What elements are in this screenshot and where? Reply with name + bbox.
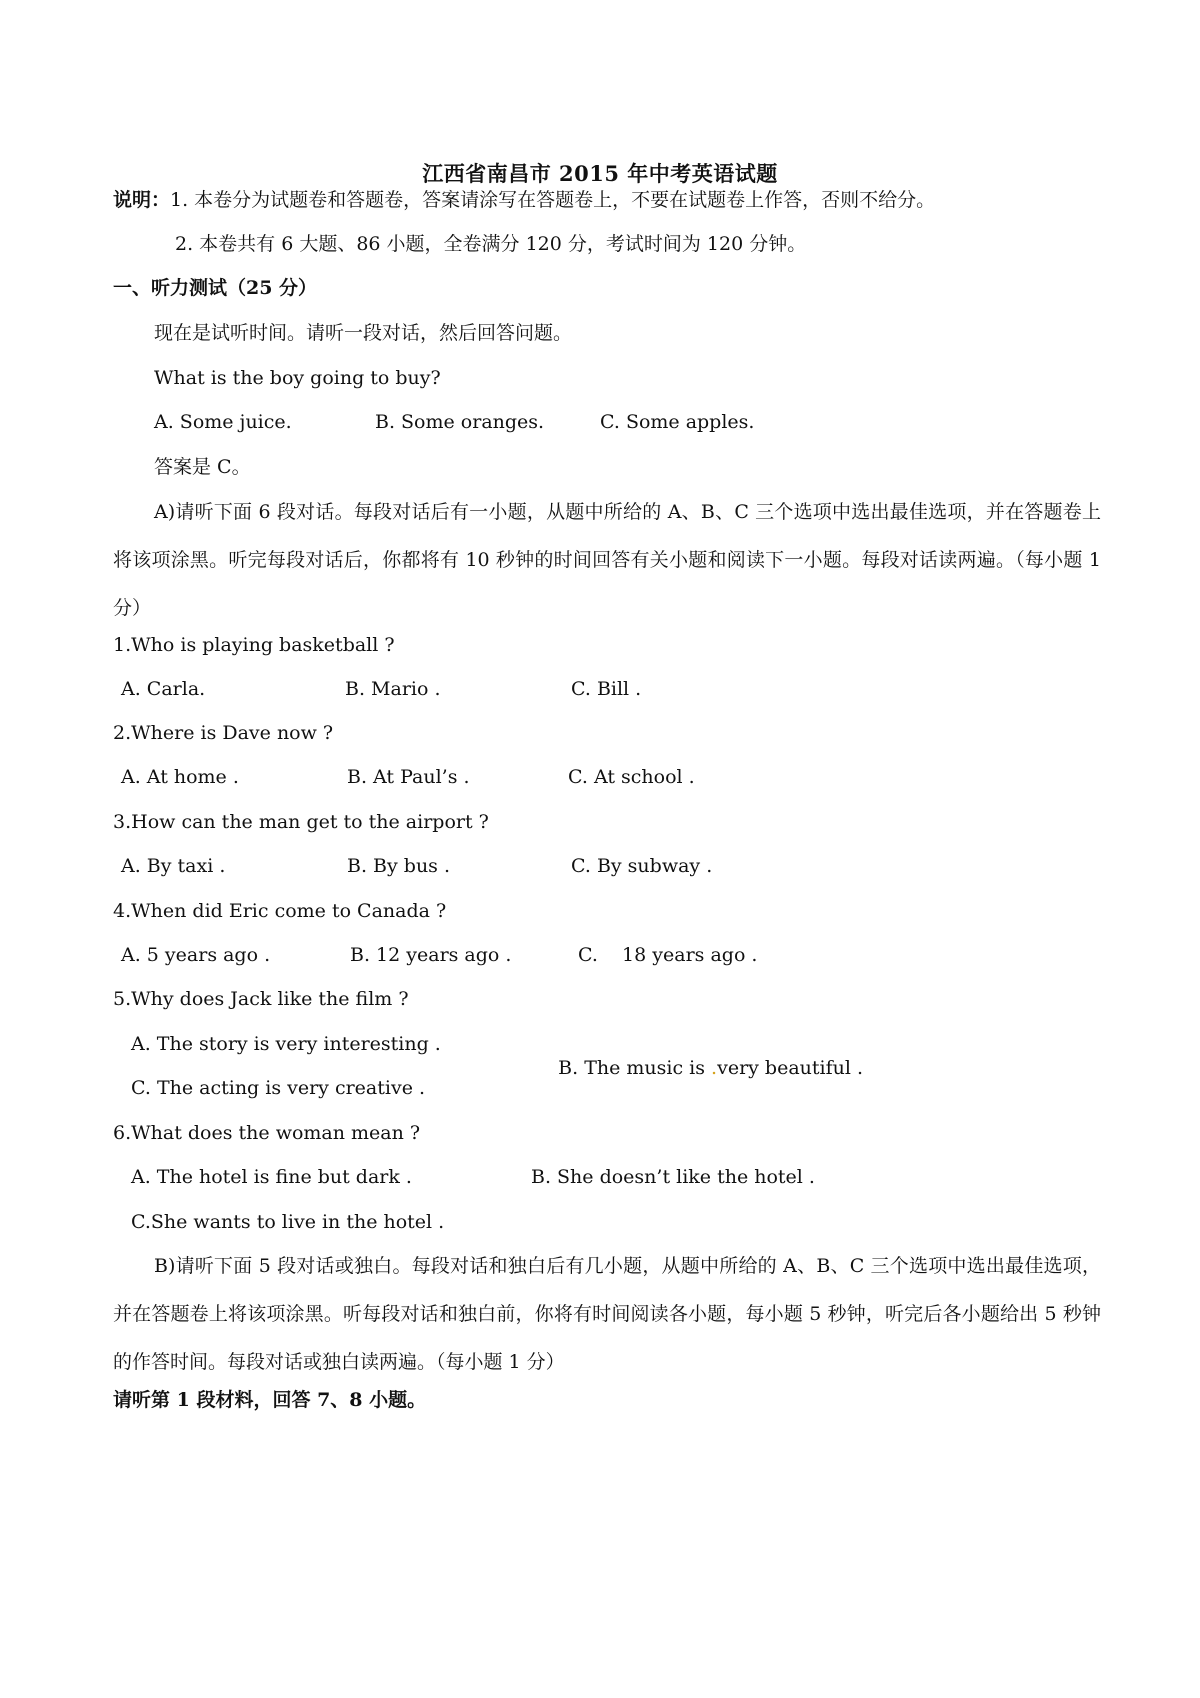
question-3: 3.How can the man get to the airport ? — [113, 811, 489, 833]
q2-option-c: C. At school . — [568, 766, 695, 788]
trial-option-a: A. Some juice. — [154, 411, 292, 433]
trial-intro: 现在是试听时间。请听一段对话，然后回答问题。 — [154, 322, 573, 344]
question-4: 4.When did Eric come to Canada ? — [113, 900, 447, 922]
part-b-instructions: B)请听下面 5 段对话或独白。每段对话和独白后有几小题，从题中所给的 A、B、C 三个选项中选出最佳选项，并在答题卷上将该项涂黑。听每段对话和独白前，你将有时间阅读各小题，每小题 5 秒钟，听完后各小题给出 5 秒钟的作答时间。每段对话或独白读两遍。（每小题 1 分） — [113, 1255, 1101, 1373]
section-heading-listening: 一、听力测试（25 分） — [113, 277, 318, 299]
q4-option-b: B. 12 years ago . — [350, 944, 512, 966]
q5-option-c: C. The acting is very creative . — [131, 1077, 426, 1099]
part-b-first-material: 请听第 1 段材料，回答 7、8 小题。 — [113, 1389, 427, 1411]
part-a-instructions: A)请听下面 6 段对话。每段对话后有一小题，从题中所给的 A、B、C 三个选项中选出最佳选项，并在答题卷上将该项涂黑。听完每段对话后，你都将有 10 秒钟的时间回答有关小题和阅读下一小题。每段对话读两遍。（每小题 1 分） — [113, 501, 1101, 619]
q5-option-a: A. The story is very interesting . — [131, 1033, 441, 1055]
q6-option-b: B. She doesn’t like the hotel . — [531, 1166, 815, 1188]
trial-answer: 答案是 C。 — [154, 456, 251, 478]
question-6: 6.What does the woman mean ? — [113, 1122, 421, 1144]
q5-option-b — [534, 1032, 863, 1104]
q5-option-b-text-2: very beautiful . — [717, 1057, 864, 1079]
trial-option-b: B. Some oranges. — [375, 411, 545, 433]
question-5: 5.Why does Jack like the film ? — [113, 988, 409, 1010]
q2-option-b: B. At Paul’s . — [347, 766, 470, 788]
q6-option-c: C.She wants to live in the hotel . — [131, 1211, 445, 1233]
notes-line-2: 2. 本卷共有 6 大题、86 小题，全卷满分 120 分，考试时间为 120 分钟。 — [175, 233, 807, 255]
q3-option-a: A. By taxi . — [121, 855, 226, 877]
q5-option-b-text-1: B. The music is — [558, 1057, 712, 1079]
notes-line-1 — [113, 188, 935, 212]
notes-text-1: 1. 本卷分为试题卷和答题卷，答案请涂写在答题卷上，不要在试题卷上作答，否则不给分。 — [170, 189, 936, 211]
notes-label: 说明： — [113, 189, 171, 211]
stray-mark-icon: . — [711, 1057, 718, 1079]
q4-option-c: C. 18 years ago . — [578, 944, 758, 966]
q3-option-c: C. By subway . — [571, 855, 713, 877]
trial-question: What is the boy going to buy? — [154, 367, 441, 389]
q1-option-b: B. Mario . — [345, 678, 441, 700]
trial-option-c: C. Some apples. — [600, 411, 755, 433]
page-title: 江西省南昌市 2015 年中考英语试题 — [422, 161, 778, 186]
q1-option-a: A. Carla. — [121, 678, 206, 700]
q1-option-c: C. Bill . — [571, 678, 642, 700]
q3-option-b: B. By bus . — [347, 855, 451, 877]
q4-option-a: A. 5 years ago . — [121, 944, 271, 966]
question-1: 1.Who is playing basketball ? — [113, 634, 395, 656]
q2-option-a: A. At home . — [121, 766, 239, 788]
question-2: 2.Where is Dave now ? — [113, 722, 334, 744]
q6-option-a: A. The hotel is fine but dark . — [131, 1166, 412, 1188]
